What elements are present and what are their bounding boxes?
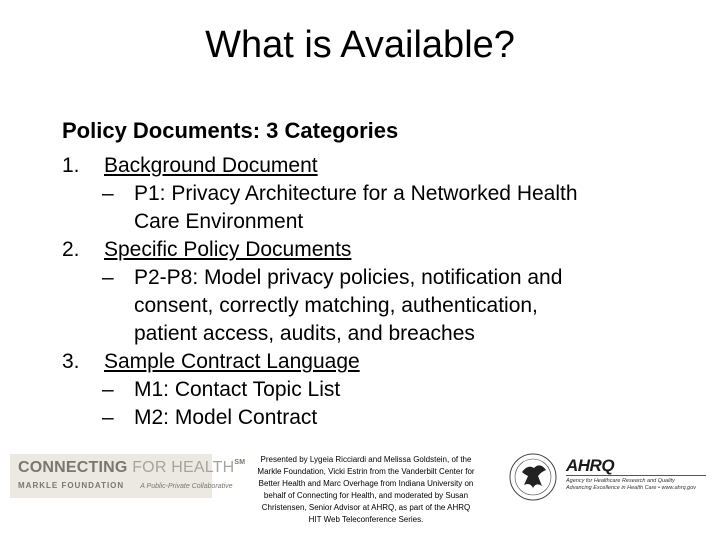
sub-item <box>0 376 720 404</box>
sub-item-text: Care Environment <box>134 210 304 233</box>
sub-item-continuation <box>0 292 720 320</box>
sub-item <box>0 264 720 292</box>
credit-line: Better Health and Marc Overhage from Indiana University on <box>258 479 474 488</box>
list-item <box>0 348 720 376</box>
item-heading: Specific Policy Documents <box>104 238 352 261</box>
hhs-eagle-seal-icon <box>508 452 562 502</box>
dash-bullet: – <box>102 266 114 289</box>
cfh-org: MARKLE FOUNDATION <box>18 481 125 490</box>
ahrq-divider <box>566 475 706 476</box>
credit-line: HIT Web Teleconference Series. <box>308 515 424 524</box>
sub-item-continuation <box>0 208 720 236</box>
ahrq-tagline-line1: Agency for Healthcare Research and Quality <box>566 478 675 484</box>
list-item <box>0 152 720 180</box>
slide-title: What is Available? <box>205 24 515 66</box>
connecting-for-health-logo <box>10 454 246 498</box>
dash-bullet: – <box>102 182 114 205</box>
list-item <box>0 236 720 264</box>
ahrq-logo <box>566 456 710 500</box>
cfh-wordmark-part1: CONNECTING <box>18 459 133 476</box>
credit-line: behalf of Connecting for Health, and moderated by Susan <box>263 491 469 500</box>
presentation-credit <box>228 454 504 526</box>
dash-bullet: – <box>102 378 114 401</box>
sub-item-text: patient access, audits, and breaches <box>134 322 475 345</box>
item-number: 2. <box>62 238 80 261</box>
slide-subtitle: Policy Documents: 3 Categories <box>62 118 399 143</box>
item-heading: Background Document <box>104 154 318 177</box>
cfh-wordmark <box>18 459 245 477</box>
ahrq-wordmark: AHRQ <box>566 456 615 475</box>
cfh-wordmark-part2: FOR HEALTH <box>132 459 235 476</box>
credit-line: Presented by Lygeia Ricciardi and Melissa Goldstein, of the <box>260 455 472 464</box>
policy-documents-list <box>0 152 720 432</box>
cfh-tagline: A Public-Private Collaborative <box>140 483 233 490</box>
sub-item-text: M1: Contact Topic List <box>134 378 341 401</box>
cfh-org-line <box>18 481 233 490</box>
cfh-trademark: SM <box>234 459 246 466</box>
credit-line: Christensen, Senior Advisor at AHRQ, as part of the AHRQ <box>261 503 471 512</box>
dash-bullet: – <box>102 406 114 429</box>
ahrq-tagline-line2: Advancing Excellence in Health Care • www.ahrq.gov <box>566 485 697 491</box>
sub-item-text: P2-P8: Model privacy policies, notification and <box>134 266 563 289</box>
credit-line: Markle Foundation, Vicki Estrin from the Vanderbilt Center for <box>257 467 475 476</box>
sub-item-text: consent, correctly matching, authentication, <box>134 294 538 317</box>
item-heading: Sample Contract Language <box>104 350 360 373</box>
sub-item-text: M2: Model Contract <box>134 406 318 429</box>
item-number: 3. <box>62 350 80 373</box>
sub-item-text: P1: Privacy Architecture for a Networked Health <box>134 182 578 205</box>
sub-item <box>0 404 720 432</box>
ahrq-tagline <box>566 478 710 492</box>
sub-item <box>0 180 720 208</box>
item-number: 1. <box>62 154 80 177</box>
sub-item-continuation <box>0 320 720 348</box>
